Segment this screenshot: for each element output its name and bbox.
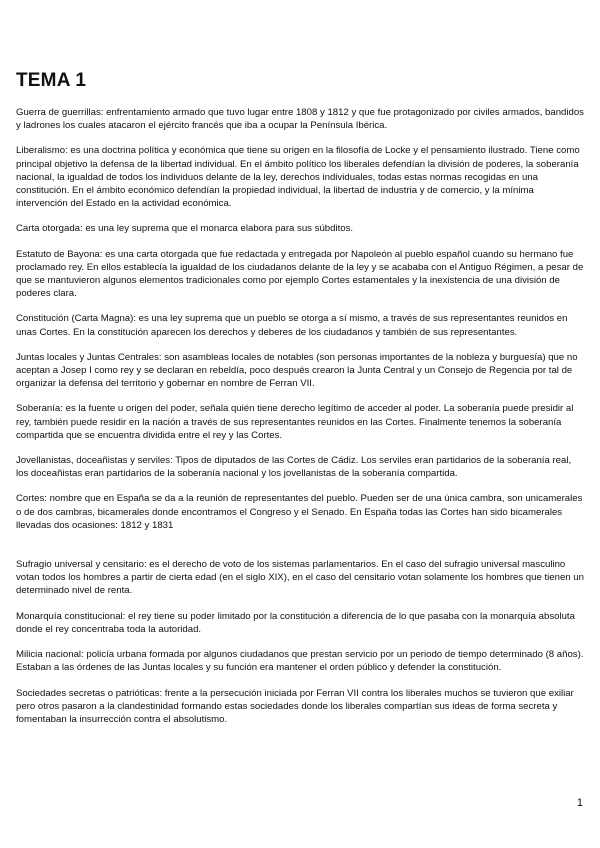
entry-estatuto-de-bayona: Estatuto de Bayona: es una carta otorgada que fue redactada y entregada por Napoleón al pueblo español cuando su hermano fue proclamado rey. En ellos establecía la igualdad de los ciudadanos delante de la ley y se acababa con el Antiguo Régimen, a pesar de que se mantuvieron algunos elementos tradicionales como por ejemplo Cortes estamentales y la inexistencia de una división de poderes clara. <box>16 248 584 300</box>
page-title: TEMA 1 <box>16 70 87 91</box>
entry-monarquia-constitucional: Monarquía constitucional: el rey tiene su poder limitado por la constitución a diferencia de lo que pasaba con la monarquía absoluta donde el rey concentraba toda la autoridad. <box>16 610 575 635</box>
entry-cortes: Cortes: nombre que en España se da a la reunión de representantes del pueblo. Pueden ser de una única cambra, son unicamerales o de dos cambras, bicamerales donde encontramos el Congreso y el Senado. En España todas las Cortes han sido bicamerales llevadas dos ocasiones: 1812 y 1831 <box>16 493 583 531</box>
entry-milicia-nacional: Milicia nacional: policía urbana formada por algunos ciudadanos que prestan servicio por un periodo de tiempo determinado (8 años). Estaban a las órdenes de las Juntas locales y su función era mantener el orden público y defender la constitución. <box>16 649 584 674</box>
entry-constitucion: Constitución (Carta Magna): es una ley suprema que un pueblo se otorga a sí mismo, a través de sus representantes reunidos en unas Cortes. En la constitución aparecen los derechos y deberes de los ciudadanos y también de sus representantes. <box>16 313 568 338</box>
entry-guerra-de-guerrillas: Guerra de guerrillas: enfrentamiento armado que tuvo lugar entre 1808 y 1812 y que fue protagonizado por civiles armados, bandidos y ladrones los cuales atacaron el ejército francés que iba a ocupar la Península Ibérica. <box>16 107 584 132</box>
document-page <box>16 70 584 738</box>
entry-sociedades-secretas: Sociedades secretas o patrióticas: frente a la persecución iniciada por Ferran VII contra los liberales muchos se tuvieron que exiliar pero otros pasaron a la clandestinidad formando estas sociedades donde los liberales compartían sus ideas de forma secreta y fomentaban la insurrección contra el absolutismo. <box>16 687 574 725</box>
page-number: 1 <box>576 797 583 809</box>
entry-soberania: Soberanía: es la fuente u origen del poder, señala quién tiene derecho legítimo de acceder al poder. La soberanía puede presidir al rey, también puede residir en la nación a través de sus representantes reunidos en las Cortes. Finalmente tenemos la soberanía compartida que se encuentra dividida entre el rey y las Cortes. <box>16 403 574 441</box>
entry-juntas: Juntas locales y Juntas Centrales: son asambleas locales de notables (son personas importantes de la nobleza y burguesía) que no aceptan a Josep I como rey y se declaran en rebeldía, poco después crearon la Junta Central y un Consejo de Regencia por tal de organizar la defensa del territorio y gobernar en nombre de Ferran VII. <box>16 351 578 390</box>
entry-sufragio: Sufragio universal y censitario: es el derecho de voto de los sistemas parlamentarios. En el caso del sufragio universal masculino votan todos los hombres a partir de cierta edad (en el siglo XIX), en el caso del censitario votan solamente los hombres que tienen un determinado nivel de renta. <box>16 559 584 597</box>
entry-jovellanistas: Jovellanistas, doceañistas y serviles: Tipos de diputados de las Cortes de Cádiz. Los serviles eran partidarios de la soberanía real, los doceañistas eran partidarios de la soberanía nacional y los jovellanistas de la soberanía compartida. <box>16 455 572 480</box>
entry-carta-otorgada: Carta otorgada: es una ley suprema que el monarca elabora para sus súbditos. <box>16 223 354 235</box>
entry-liberalismo: Liberalismo: es una doctrina política y económica que tiene su origen en la filosofía de Locke y el pensamiento ilustrado. Tiene como principal objetivo la defensa de la libertad individual. En el ámbito político los liberales defendían la división de poderes, la soberanía nacional, la igualdad de todos los individuos delante de la ley, derechos individuales, todas estas normas recogidas en una constitución. En el ámbito económico defendían la propiedad individual, la libertad de industria y de comercio, y la mínima intervención del Estado en la actividad económica. <box>16 145 580 210</box>
